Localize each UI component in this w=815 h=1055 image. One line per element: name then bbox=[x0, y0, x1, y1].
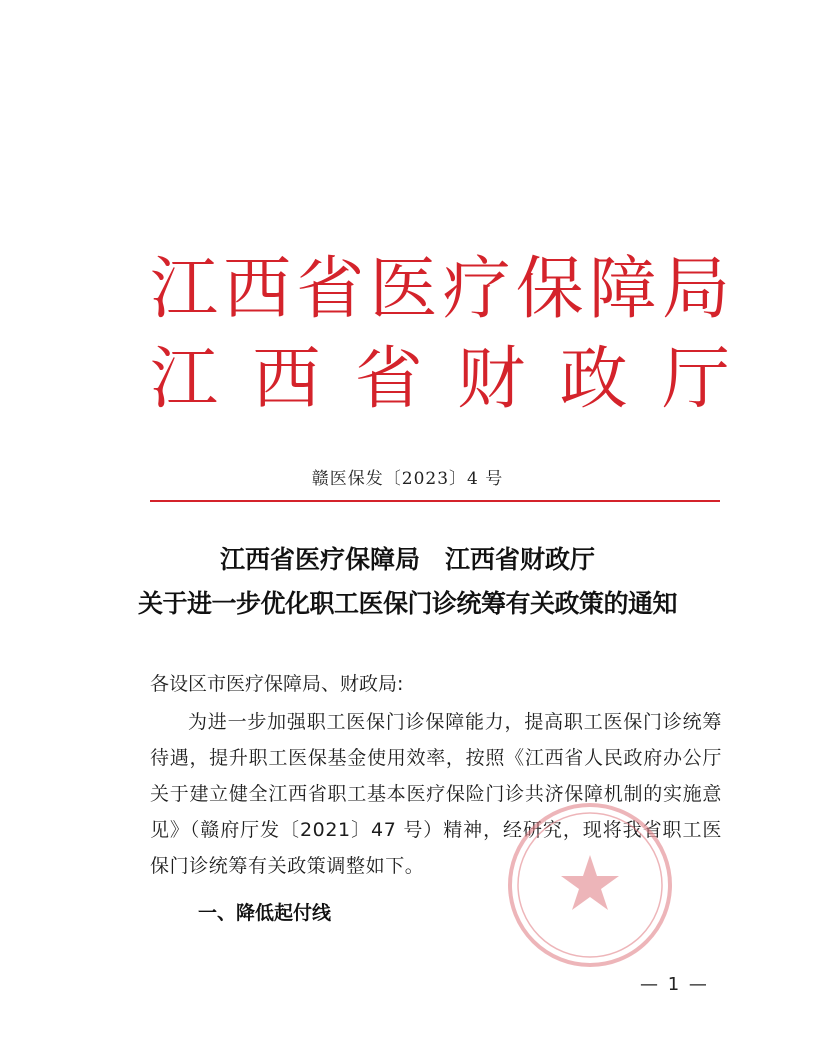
salutation: 各设区市医疗保障局、财政局: bbox=[150, 673, 404, 695]
page-number: — 1 — bbox=[640, 974, 709, 995]
masthead-char: 医 bbox=[369, 250, 438, 329]
section-heading-1: 一、降低起付线 bbox=[198, 902, 332, 924]
masthead-char: 保 bbox=[515, 250, 584, 329]
masthead-char: 江 bbox=[150, 340, 219, 419]
masthead-char: 厅 bbox=[661, 340, 730, 419]
body-paragraph: 为进一步加强职工医保门诊保障能力，提高职工医保门诊统筹待遇，提升职工医保基金使用效率，按照《江西省人民政府办公厅关于建立健全江西省职工基本医疗保险门诊共济保障机制的实施意见》（赣府厅发〔2021〕47 号）精神，经研究，现将我省职工医保门诊统筹有关政策调整如下。 bbox=[150, 711, 722, 877]
masthead-char: 障 bbox=[588, 250, 657, 329]
masthead-char: 政 bbox=[559, 340, 628, 419]
masthead-char: 西 bbox=[223, 250, 292, 329]
title-line-1: 江西省医疗保障局 江西省财政厅 bbox=[219, 545, 595, 574]
masthead-line-1 bbox=[150, 250, 730, 330]
masthead-char: 省 bbox=[354, 340, 423, 419]
document-number: 赣医保发〔2023〕4 号 bbox=[311, 469, 504, 489]
masthead-char: 局 bbox=[661, 250, 730, 329]
official-seal-icon bbox=[505, 800, 675, 970]
masthead-char: 西 bbox=[252, 340, 321, 419]
masthead-char: 江 bbox=[150, 250, 219, 329]
masthead-char: 省 bbox=[296, 250, 365, 329]
masthead-char: 疗 bbox=[442, 250, 511, 329]
red-divider bbox=[150, 500, 720, 502]
title-line-2: 关于进一步优化职工医保门诊统筹有关政策的通知 bbox=[137, 589, 677, 618]
masthead-line-2 bbox=[150, 340, 730, 420]
masthead-char: 财 bbox=[457, 340, 526, 419]
